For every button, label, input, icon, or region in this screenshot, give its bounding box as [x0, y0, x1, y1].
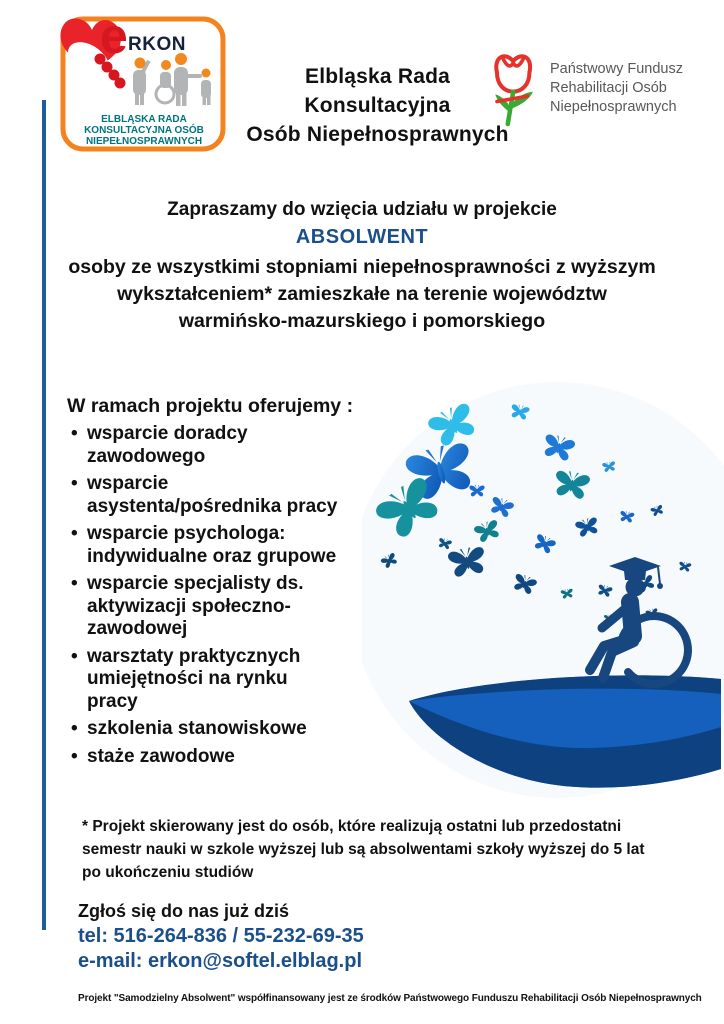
erkon-logo — [56, 12, 236, 162]
contact-cta: Zgłoś się do nas już dziś — [78, 901, 290, 921]
erkon-caption-line-3: NIEPEŁNOSPRAWNYCH — [85, 136, 203, 147]
org-title — [235, 62, 520, 149]
org-title-line-1: Elbląska Rada — [304, 65, 450, 88]
offer-item: • wsparcie specjalisty ds. aktywizacji społeczno-zawodowej — [87, 573, 342, 641]
footnote-line-3: po ukończeniu studiów — [82, 864, 254, 881]
pfron-name-line-1: Państwowy Fundusz — [550, 61, 683, 77]
pfron-name-line-3: Niepełnosprawnych — [550, 99, 677, 115]
erkon-wordmark-rest: RKON — [128, 34, 186, 55]
footnote-line-1: * Projekt skierowany jest do osób, które realizują ostatni lub przedostatni — [82, 818, 622, 835]
tulip-icon — [488, 46, 542, 130]
pfron-logo — [488, 46, 683, 130]
pfron-name — [550, 60, 683, 117]
offer-item: • warsztaty praktycznych umiejętności na rynku pracy — [87, 646, 342, 714]
offer-item: • staże zawodowe — [87, 746, 342, 769]
audience-line-3: warmińsko-mazurskiego i pomorskiego — [178, 310, 546, 332]
pfron-name-line-2: Rehabilitacji Osób — [550, 80, 667, 96]
footnote-line-2: semestr nauki w szkole wyższej lub są absolwentami szkoły wyższej do 5 lat — [82, 841, 645, 858]
offer-heading: W ramach projektu oferujemy : — [67, 395, 354, 417]
contact-email: e-mail: erkon@softel.elblag.pl — [78, 950, 363, 972]
intro-invite-line: Zapraszamy do wzięcia udziału w projekcie — [167, 199, 557, 220]
offer-item: • wsparcie doradcy zawodowego — [87, 423, 342, 468]
audience-line-2: wykształceniem* zamieszkałe na terenie województw — [117, 283, 607, 305]
erkon-caption-line-2: KONSULTACYJNA OSÓB — [84, 125, 204, 136]
offer-section — [67, 394, 367, 773]
funding-disclaimer: Projekt "Samodzielny Absolwent" współfinansowany jest ze środków Państwowego Funduszu Rehabilitacji Osób Niepełnosprawnych — [78, 993, 702, 1004]
erkon-caption-line-1: ELBLĄSKA RADA — [101, 114, 187, 125]
contact-phone: tel: 516-264-836 / 55-232-69-35 — [78, 925, 364, 947]
illustration-butterflies-graduate — [362, 378, 724, 810]
offer-item: • wsparcie asystenta/pośrednika pracy — [87, 473, 342, 518]
intro-section — [0, 197, 724, 335]
contact-section — [78, 899, 364, 974]
org-title-line-2: Konsultacyjna — [304, 94, 451, 117]
offer-list — [67, 423, 347, 768]
project-name: ABSOLWENT — [295, 226, 429, 248]
footnote — [82, 815, 682, 884]
org-title-line-3: Osób Niepełnosprawnych — [246, 123, 509, 146]
audience-text — [0, 254, 724, 335]
offer-item: • wsparcie psychologa: indywidualne oraz grupowe — [87, 523, 342, 568]
offer-item: • szkolenia stanowiskowe — [87, 718, 342, 741]
audience-line-1: osoby ze wszystkimi stopniami niepełnosprawności z wyższym — [68, 256, 656, 278]
erkon-caption — [84, 114, 204, 147]
erkon-wordmark-e: e — [100, 12, 128, 64]
